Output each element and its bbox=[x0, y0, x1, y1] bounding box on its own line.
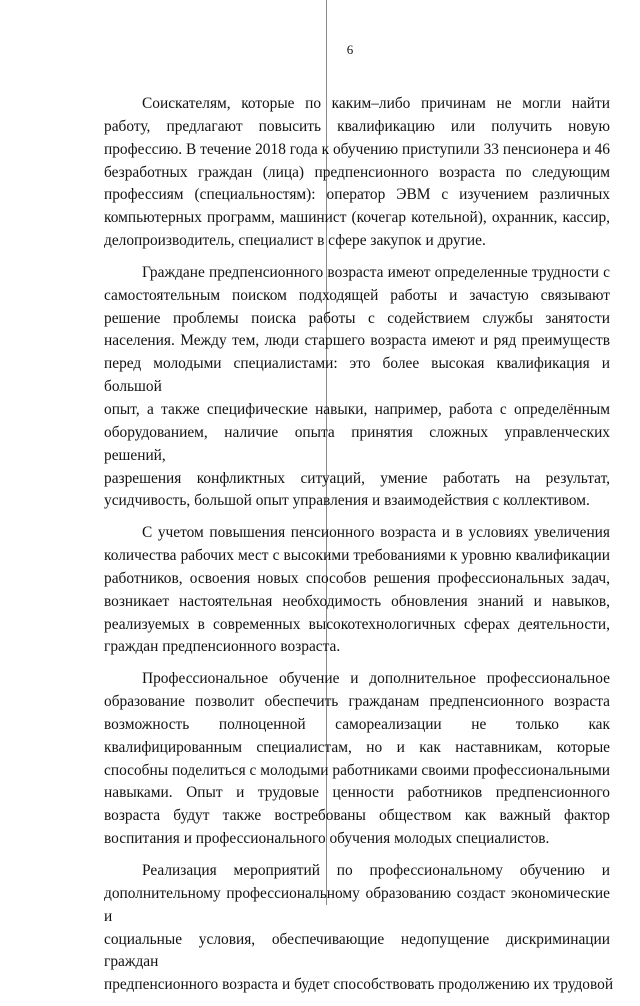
paragraph-line: работу, предлагают повысить квалификацию или получить новую bbox=[104, 117, 610, 135]
paragraph-line: граждан предпенсионного возраста. bbox=[104, 638, 341, 656]
paragraph-line: опыт, а также специфические навыки, например, работа с определённым bbox=[104, 400, 610, 418]
paragraph-line: образование позволит обеспечить гражданам предпенсионного возраста bbox=[104, 693, 610, 711]
paragraph-line: количества рабочих мест с высокими требованиями к уровню квалификации bbox=[104, 547, 610, 565]
paragraph-line: профессиям (специальностям): оператор ЭВМ с изучением различных bbox=[104, 186, 610, 204]
paragraph-line: возникает настоятельная необходимость обновления знаний и навыков, bbox=[104, 592, 610, 610]
paragraph-line: населения. Между тем, люди старшего возраста имеют и ряд преимуществ bbox=[104, 332, 610, 350]
paragraph-line: разрешения конфликтных ситуаций, умение работать на результат, bbox=[104, 469, 610, 487]
body-text bbox=[104, 93, 614, 1006]
paragraph bbox=[104, 262, 610, 513]
paragraph-line: компьютерных программ, машинист (кочегар котельной), охранник, кассир, bbox=[104, 209, 610, 227]
paragraph-line: предпенсионного возраста и будет способствовать продолжению их трудовой bbox=[104, 976, 614, 994]
paragraph-line: самостоятельным поиском подходящей работы и зачастую связывают bbox=[104, 286, 610, 304]
paragraph-line: способны поделиться с молодыми работниками своими профессиональными bbox=[104, 761, 610, 779]
paragraph-line: квалифицированным специалистам, но и как наставникам, которые bbox=[104, 738, 610, 756]
paragraph-line: перед молодыми специалистами: это более высокая квалификация и большой bbox=[104, 355, 610, 396]
paragraph-line: усидчивость, большой опыт управления и взаимодействия с коллективом. bbox=[104, 492, 590, 510]
paragraph-first-line: Граждане предпенсионного возраста имеют определенные трудности с bbox=[142, 263, 610, 281]
paragraph-line: возраста будут также востребованы обществом как важный фактор bbox=[104, 807, 610, 825]
paragraph-line: безработных граждан (лица) предпенсионного возраста по следующим bbox=[104, 163, 610, 181]
paragraph-line: навыками. Опыт и трудовые ценности работников предпенсионного bbox=[104, 784, 610, 802]
paragraph-line: работников, освоения новых способов решения профессиональных задач, bbox=[104, 569, 610, 587]
paragraph bbox=[104, 522, 610, 659]
page-number: 6 bbox=[346, 42, 354, 57]
paragraph-first-line: С учетом повышения пенсионного возраста и в условиях увеличения bbox=[142, 524, 610, 542]
paragraph-line: решение проблемы поиска работы с содействием службы занятости bbox=[104, 309, 610, 327]
paragraph bbox=[104, 860, 614, 997]
paragraph-line: социальные условия, обеспечивающие недопущение дискриминации граждан bbox=[104, 930, 610, 971]
paragraph-line: возможность полноценной самореализации не только как bbox=[104, 715, 610, 733]
paragraph-line: дополнительному профессиональному образованию создаст экономические и bbox=[104, 884, 610, 925]
paragraph-line: воспитания и профессионального обучения молодых специалистов. bbox=[104, 830, 550, 848]
paragraph-line: оборудованием, наличие опыта принятия сложных управленческих решений, bbox=[104, 423, 610, 464]
paragraph bbox=[104, 93, 610, 253]
paragraph-first-line: Соискателям, которые по каким–либо причинам не могли найти bbox=[142, 95, 610, 112]
paragraph-first-line: Профессиональное обучение и дополнительное профессиональное bbox=[142, 670, 610, 688]
paragraph-line: профессию. В течение 2018 года к обучению приступили 33 пенсионера и 46 bbox=[104, 140, 610, 158]
paragraph-line: реализуемых в современных высокотехнологичных сферах деятельности, bbox=[104, 615, 610, 633]
paragraph bbox=[104, 668, 610, 851]
paragraph-first-line: Реализация мероприятий по профессиональному обучению и bbox=[142, 862, 610, 879]
paragraph-line: делопроизводитель, специалист в сфере закупок и другие. bbox=[104, 232, 486, 250]
